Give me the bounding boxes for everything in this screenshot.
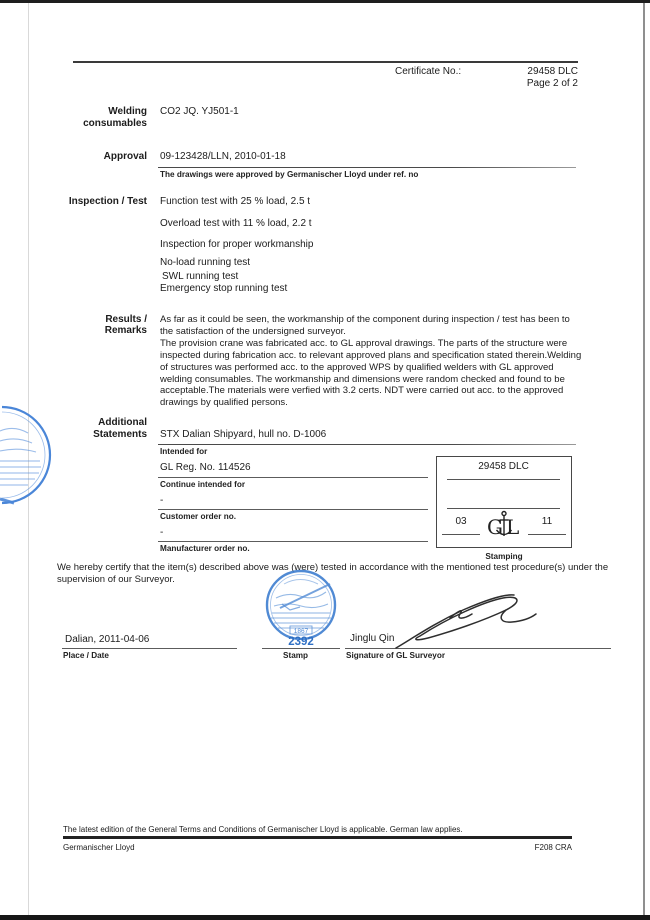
header-rule — [73, 61, 578, 63]
intended-for-label: Intended for — [160, 447, 208, 456]
footer-terms: The latest edition of the General Terms and Conditions of Germanischer Lloyd is applicable. German law applies. — [63, 825, 463, 834]
inspection-item: SWL running test — [162, 271, 239, 282]
stamping-box — [436, 456, 572, 548]
stamping-right-underline — [528, 534, 566, 535]
manufacturer-order-underline — [158, 541, 428, 542]
welding-label-line1: Welding — [108, 106, 147, 117]
certificate-no-value: 29458 DLC — [527, 66, 578, 77]
results-paragraph-1: As far as it could be seen, the workmanship of the component during inspection / test has been to the satisfaction of the undersigned surveyor. — [160, 314, 570, 337]
stamp-underline — [262, 648, 340, 649]
stamping-line-top — [447, 479, 560, 480]
welding-label-line2: consumables — [83, 118, 147, 129]
inspection-item: Overload test with 11 % load, 2.2 t — [160, 218, 312, 229]
surveyor-name: Jinglu Qin — [350, 633, 395, 644]
gl-monogram-icon — [486, 509, 522, 543]
stamp-label: Stamp — [283, 651, 309, 660]
inspection-item: Emergency stop running test — [160, 283, 288, 294]
inspection-item: Inspection for proper workmanship — [160, 239, 314, 250]
svg-text:G: G — [487, 515, 503, 539]
results-label-line1: Results / — [105, 314, 147, 325]
inspection-item: No-load running test — [160, 257, 251, 268]
stamping-cert-no: 29458 DLC — [478, 461, 529, 472]
approval-underline — [158, 167, 576, 168]
stamping-left-value: 03 — [455, 516, 467, 527]
approval-label: Approval — [103, 151, 147, 162]
scan-edge-bottom — [0, 915, 650, 920]
customer-order-underline — [158, 509, 428, 510]
surveyor-signature-icon — [388, 578, 553, 653]
customer-order-value: - — [160, 495, 164, 506]
continue-intended-underline — [158, 477, 428, 478]
svg-text:L: L — [506, 515, 520, 539]
results-paragraph-2: The provision crane was fabricated acc. to GL approval drawings. The parts of the structure were inspected during fabrication acc. to relevant approved plans and specification stated therein.Welding of structures was performed acc. to the approved WPS by qualified welders with GL approved welding consumables. The workmanship and dimensions were random checked and found to be acceptable.The materials were verfied with 3.2 certs. NDT were carried out acc. to the approved drawings by qualified persons. — [160, 337, 582, 409]
seal-number: 2392 — [288, 636, 314, 648]
welding-value: CO2 JQ. YJ501-1 — [160, 106, 239, 117]
signature-label: Signature of GL Surveyor — [346, 651, 446, 660]
seal-year: 1867 — [293, 628, 309, 635]
customer-order-label: Customer order no. — [160, 512, 236, 521]
stamping-left-underline — [442, 534, 480, 535]
footer-form-code: F208 CRA — [534, 843, 572, 852]
additional-label-line2: Statements — [93, 429, 147, 440]
scan-edge-right — [643, 3, 645, 915]
approval-note: The drawings were approved by Germanischer Lloyd under ref. no — [160, 170, 419, 179]
left-edge-seal-icon — [0, 403, 52, 507]
stamping-label: Stamping — [485, 552, 523, 561]
additional-label-line1: Additional — [98, 417, 147, 428]
place-date-value: Dalian, 2011-04-06 — [65, 634, 150, 645]
certify-statement: We hereby certify that the item(s) described above was (were) tested in accordance with the mentioned test procedure(s) under the supervision of our Surveyor. — [57, 562, 609, 585]
intended-for-underline — [158, 444, 576, 445]
scan-edge-top — [0, 0, 650, 3]
footer-company: Germanischer Lloyd — [63, 843, 135, 852]
footer-rule — [63, 836, 572, 839]
results-text — [160, 314, 584, 409]
gl-surveyor-seal-icon — [262, 568, 340, 640]
place-date-underline — [62, 648, 237, 649]
page-number: Page 2 of 2 — [526, 78, 578, 89]
manufacturer-order-label: Manufacturer order no. — [160, 544, 250, 553]
approval-value: 09-123428/LLN, 2010-01-18 — [160, 151, 286, 162]
stamping-right-value: 11 — [541, 516, 553, 527]
continue-intended-value: GL Reg. No. 114526 — [160, 462, 251, 473]
place-date-label: Place / Date — [63, 651, 109, 660]
continue-intended-label: Continue intended for — [160, 480, 246, 489]
results-label-line2: Remarks — [104, 325, 147, 336]
inspection-item: Function test with 25 % load, 2.5 t — [160, 196, 311, 207]
inspection-label: Inspection / Test — [68, 196, 147, 207]
intended-for-value: STX Dalian Shipyard, hull no. D-1006 — [160, 429, 327, 440]
certificate-no-label: Certificate No.: — [395, 66, 462, 77]
manufacturer-order-value: - — [160, 527, 164, 538]
